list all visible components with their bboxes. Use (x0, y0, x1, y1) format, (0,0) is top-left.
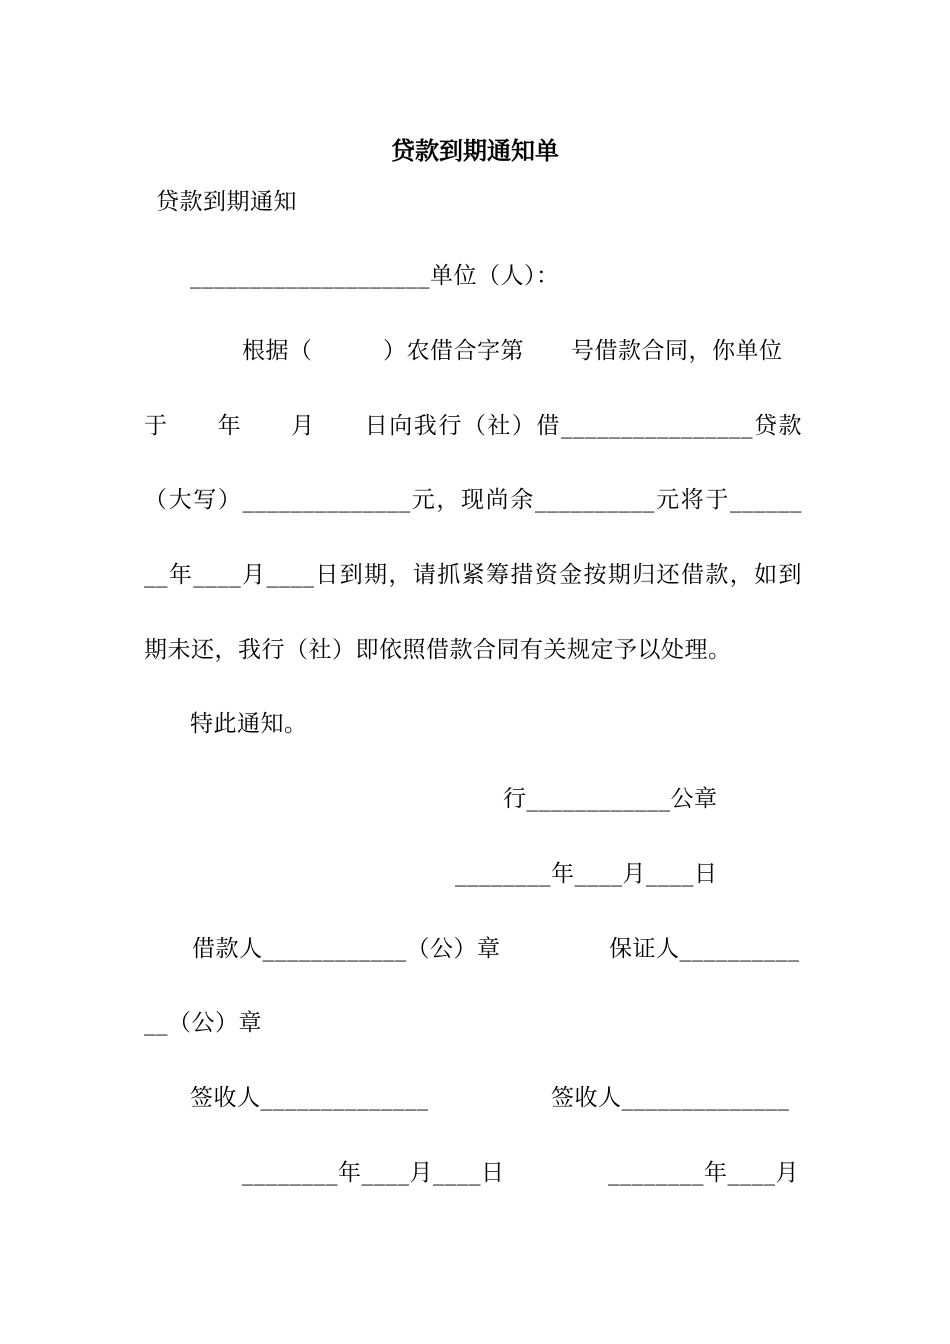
signer-right-date: ________年____月 (608, 1160, 799, 1186)
body-line-2: 于 年 月 日向我行（社）借________________贷款 (144, 413, 802, 439)
closing-text: 特此通知。 (190, 711, 308, 737)
body-line-5: 期未还，我行（社）即依照借款合同有关规定予以处理。 (144, 637, 732, 663)
document-title: 贷款到期通知单 (391, 136, 559, 165)
addressee-line: ____________________单位（人）： (190, 263, 560, 289)
bank-seal-line: 行____________公章 (503, 786, 718, 812)
guarantor-seal-continuation: __（公）章 (144, 1010, 262, 1036)
guarantor-seal-line: 保证人__________ (609, 936, 800, 962)
subtitle: 贷款到期通知 (156, 189, 297, 215)
signer-left-line: 签收人______________ (190, 1085, 429, 1111)
body-line-1: 根据（ ）农借合字第 号借款合同，你单位 (242, 338, 783, 364)
borrower-seal-line: 借款人____________（公）章 (192, 936, 501, 962)
signer-right-line: 签收人______________ (551, 1085, 790, 1111)
signer-left-date: ________年____月____日 (242, 1160, 505, 1186)
bank-date-line: ________年____月____日 (455, 861, 718, 887)
body-line-3: （大写）______________元，现尚余__________元将于______ (144, 487, 802, 513)
body-line-4: __年____月____日到期，请抓紧筹措资金按期归还借款，如到 (144, 562, 802, 588)
